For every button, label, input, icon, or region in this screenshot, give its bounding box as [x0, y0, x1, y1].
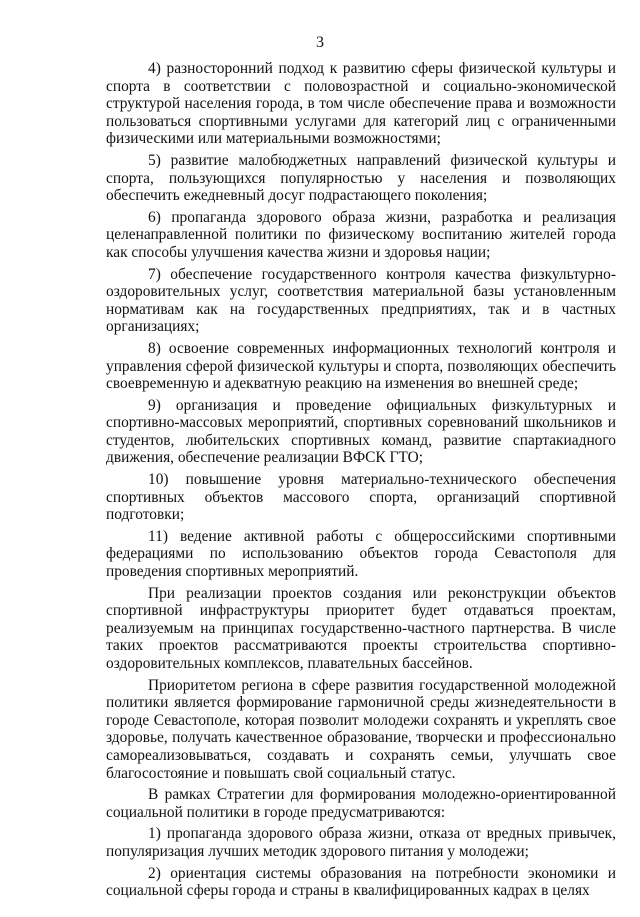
list-item-10: 10) повышение уровня материально-технического обеспечения спортивных объектов массового спорта, организаций спортивной подготовки; [106, 471, 616, 524]
list-item-7: 7) обеспечение государственного контроля качества физкультурно-оздоровительных услуг, соответствия материальной базы установленным нормативам как на государственных предприятиях, так и в частных организациях; [106, 265, 616, 336]
document-body [106, 60, 616, 904]
list-item-4: 4) разносторонний подход к развитию сферы физической культуры и спорта в соответствии с половозрастной и социально-экономической структурой населения города, в том числе обеспечение права и возможности пользоваться спортивными услугами для категорий лиц с ограниченными физическими или материальными возможностями; [106, 60, 616, 148]
page-number: 3 [316, 34, 324, 51]
youth-list-item-1: 1) пропаганда здорового образа жизни, отказа от вредных привычек, популяризация лучших методик здорового питания у молодежи; [106, 825, 616, 860]
paragraph-infrastructure: При реализации проектов создания или реконструкции объектов спортивной инфраструктуры приоритет будет отдаваться проектам, реализуемым на принципах государственно-частного партнерства. В числе таких проектов рассматриваются проекты строительства спортивно-оздоровительных комплексов, плавательных бассейнов. [106, 584, 616, 672]
list-item-8: 8) освоение современных информационных технологий контроля и управления сферой физической культуры и спорта, позволяющих обеспечить своевременную и адекватную реакцию на изменения во внешней среде; [106, 339, 616, 393]
youth-list-item-2: 2) ориентация системы образования на потребности экономики и социальной сферы города и страны в квалифицированных кадрах в целях [106, 864, 616, 900]
paragraph-youth-policy: Приоритетом региона в сфере развития государственной молодежной политики является формирование гармоничной среды жизнедеятельности в городе Севастополе, которая позволит молодежи сохранять и укреплять свое здоровье, получать качественное образование, творчески и профессионально самореализовываться, создавать и сохранять семьи, улучшать свое благосостояние и повышать свой социальный статус. [106, 676, 616, 782]
paragraph-strategy: В рамках Стратегии для формирования молодежно-ориентированной социальной политики в городе предусматриваются: [106, 786, 616, 821]
list-item-5: 5) развитие малобюджетных направлений физической культуры и спорта, пользующихся популярностью у населения и позволяющих обеспечить ежедневный досуг подрастающего поколения; [106, 151, 616, 205]
list-item-11: 11) ведение активной работы с общероссийскими спортивными федерациями по использованию объектов города Севастополя для проведения спортивных мероприятий. [106, 527, 616, 581]
list-item-9: 9) организация и проведение официальных физкультурных и спортивно-массовых мероприятий, спортивных соревнований школьников и студентов, любительских спортивных команд, развитие спартакиадного движения, обеспечение реализации ВФСК ГТО; [106, 396, 616, 467]
list-item-6: 6) пропаганда здорового образа жизни, разработка и реализация целенаправленной политики по физическому воспитанию жителей города как способы улучшения качества жизни и здоровья нации; [106, 208, 616, 261]
